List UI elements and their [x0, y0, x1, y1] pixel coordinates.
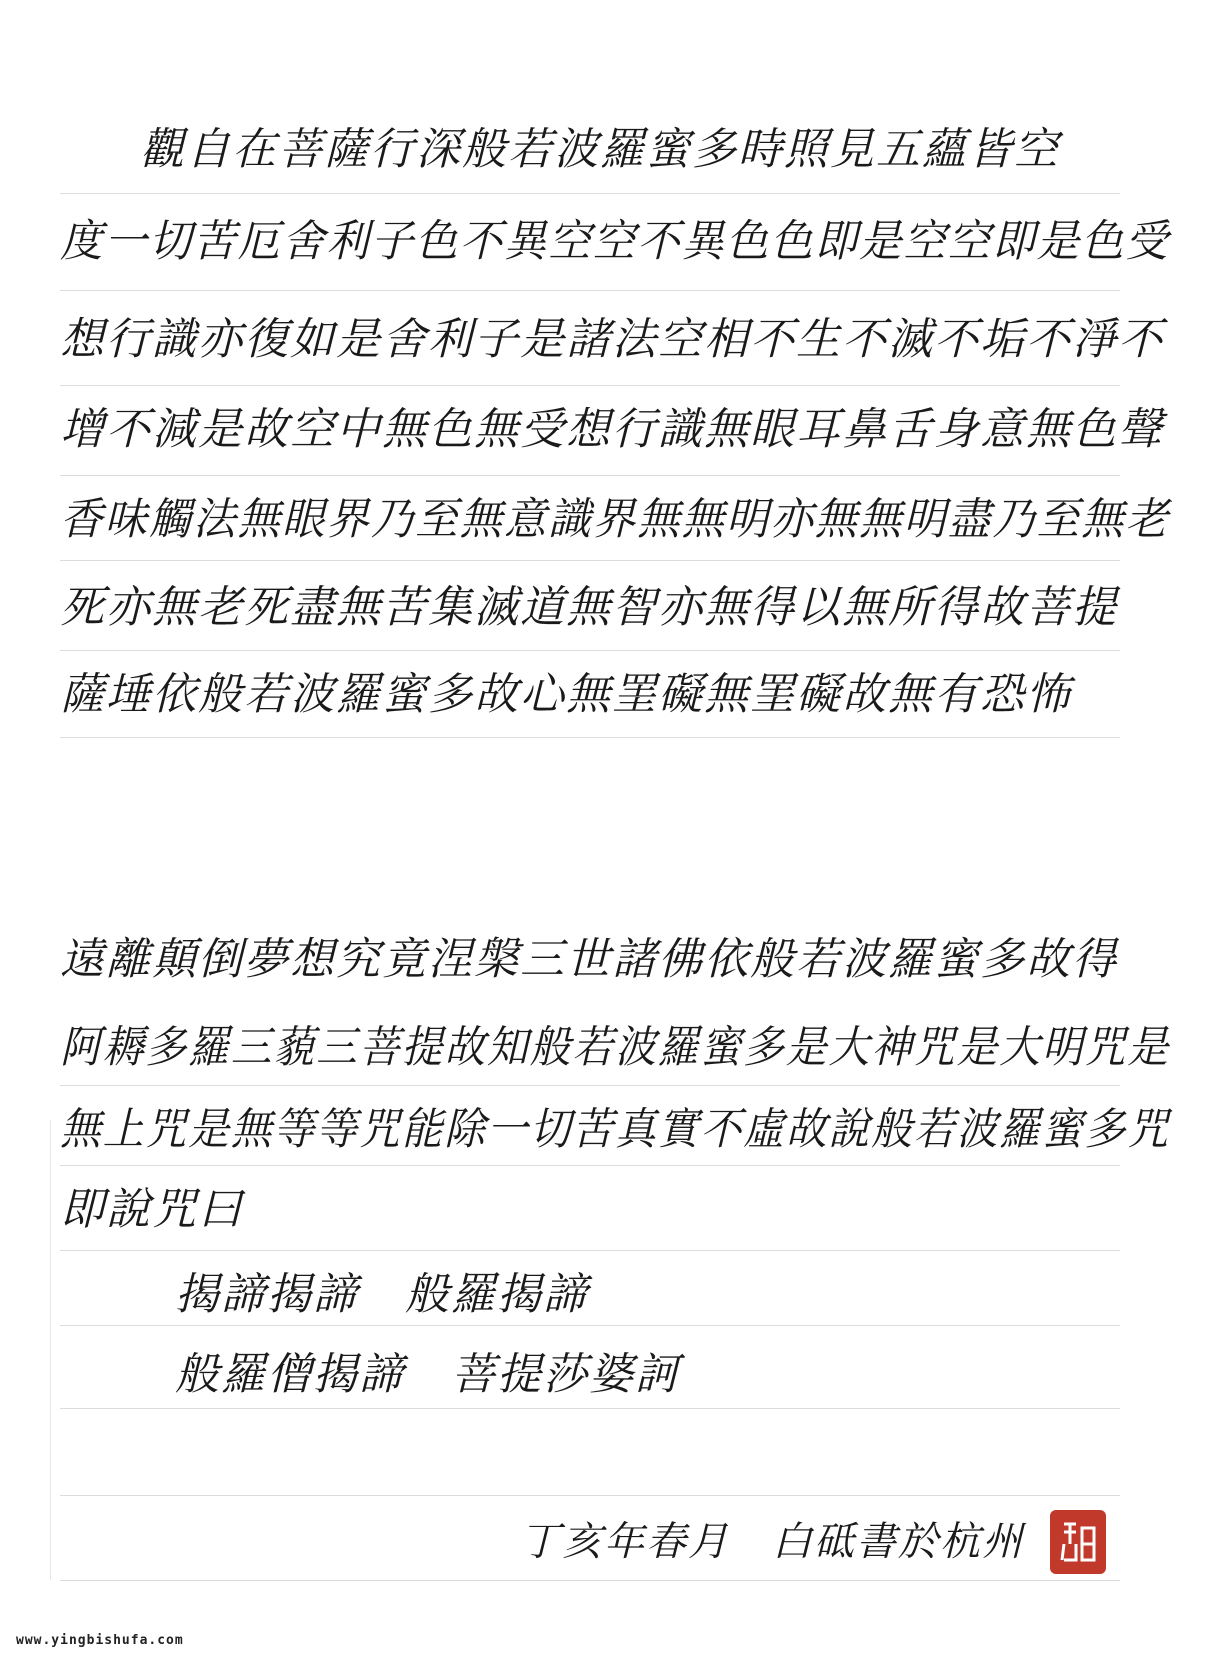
sutra-line-5: 香味觸法無眼界乃至無意識界無無明亦無無明盡乃至無老	[60, 494, 1170, 545]
ruling-line	[60, 1495, 1120, 1496]
mantra-line-1: 揭諦揭諦 般羅揭諦	[175, 1269, 589, 1320]
seal-glyph	[1058, 1518, 1098, 1566]
sutra-line-6: 死亦無老死盡無苦集滅道無智亦無得以無所得故菩提	[60, 582, 1118, 633]
ruling-line	[60, 560, 1120, 561]
ruling-line	[60, 1580, 1120, 1581]
ruling-line	[60, 385, 1120, 386]
sutra-line-10: 無上咒是無等等咒能除一切苦真實不虛故說般若波羅蜜多咒	[60, 1104, 1170, 1155]
ruling-line	[60, 290, 1120, 291]
sutra-line-2: 度一切苦厄舍利子色不異空空不異色色即是空空即是色受	[60, 216, 1170, 267]
sutra-line-9: 阿耨多羅三藐三菩提故知般若波羅蜜多是大神咒是大明咒是	[60, 1022, 1170, 1073]
ruling-line	[60, 1165, 1120, 1166]
ruling-line	[60, 737, 1120, 738]
ruling-line	[60, 1250, 1120, 1251]
ruling-line	[60, 1408, 1120, 1409]
sutra-line-7: 薩埵依般若波羅蜜多故心無罣礙無罣礙故無有恐怖	[60, 669, 1072, 720]
footer-url: www.yingbishufa.com	[16, 1633, 184, 1648]
seal-stamp	[1050, 1510, 1106, 1574]
sutra-line-3: 想行識亦復如是舍利子是諸法空相不生不滅不垢不淨不	[60, 314, 1164, 365]
ruling-line	[60, 1085, 1120, 1086]
ruling-line	[60, 475, 1120, 476]
sutra-line-1: 觀自在菩薩行深般若波羅蜜多時照見五蘊皆空	[140, 124, 1060, 175]
ruling-line	[60, 193, 1120, 194]
ruling-line	[60, 650, 1120, 651]
sutra-line-11: 即說咒曰	[60, 1184, 244, 1235]
ruling-line	[60, 1325, 1120, 1326]
sutra-line-8: 遠離顛倒夢想究竟涅槃三世諸佛依般若波羅蜜多故得	[60, 934, 1118, 985]
sutra-line-4: 增不減是故空中無色無受想行識無眼耳鼻舌身意無色聲	[60, 404, 1164, 455]
signature: 丁亥年春月 白砥書於杭州	[520, 1519, 1024, 1565]
mantra-line-2: 般羅僧揭諦 菩提莎婆訶	[175, 1349, 681, 1400]
margin-line	[50, 1120, 51, 1580]
